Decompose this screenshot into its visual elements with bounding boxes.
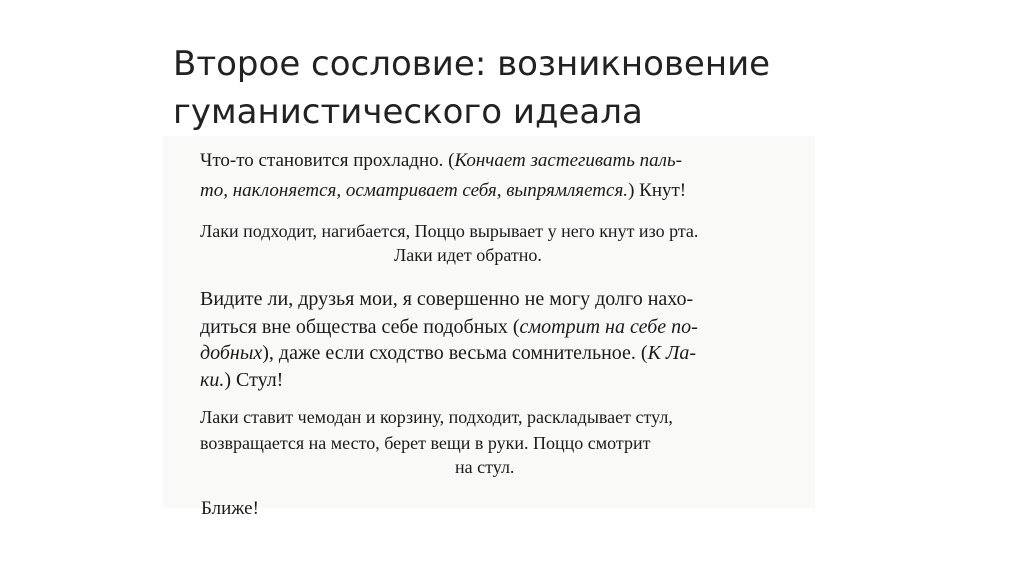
scan-stage-direction: ки. [200,369,225,391]
scan-text: Что-то становится прохладно. ( [200,150,455,171]
scan-line-3 [200,220,698,242]
scan-stage-direction: К Ла- [647,342,697,364]
scan-line-1 [200,150,682,172]
title-line-1: Второе сословие: возникновение [173,44,771,84]
scan-text: ), даже если сходство весьма сомнительное. ( [262,342,648,364]
scan-text: Видите ли, друзья мои, я совершенно не могу долго нахо- [200,288,694,310]
title-line-2: гуманистического идеала [173,92,643,132]
scan-line-8 [200,369,283,391]
scan-line-11 [455,456,514,478]
scan-text: Лаки идет обратно. [394,245,542,265]
scan-text: Ближе! [201,498,259,519]
scan-line-4 [394,244,542,266]
scan-stage-direction: Кончает застегивать паль- [454,150,682,171]
scan-line-7 [200,342,696,364]
scan-text: диться вне общества себе подобных ( [200,316,520,338]
scan-line-12-cropped [201,498,259,520]
scan-text: ) Кнут! [628,180,687,201]
scan-line-9 [200,406,673,428]
scan-stage-direction: смотрит на себе по- [519,316,698,338]
scan-text: Лаки ставит чемодан и корзину, подходит, раскладывает стул, [200,407,673,427]
scan-line-10 [200,432,651,454]
scan-text: ) Стул! [224,369,284,391]
scan-line-2 [200,180,686,202]
scan-text: на стул. [455,457,515,477]
scan-text: Лаки подходит, нагибается, Поццо вырывает у него кнут изо рта. [200,221,699,241]
scan-line-5 [200,288,693,310]
scanned-text-image [163,136,815,519]
scan-line-6 [200,316,698,338]
scan-stage-direction: добных [200,342,263,364]
scan-stage-direction: то, наклоняется, осматривает себя, выпрямляется. [200,180,629,201]
scan-text: возвращается на место, берет вещи в руки. Поццо смотрит [200,433,651,453]
slide-title [173,40,933,136]
